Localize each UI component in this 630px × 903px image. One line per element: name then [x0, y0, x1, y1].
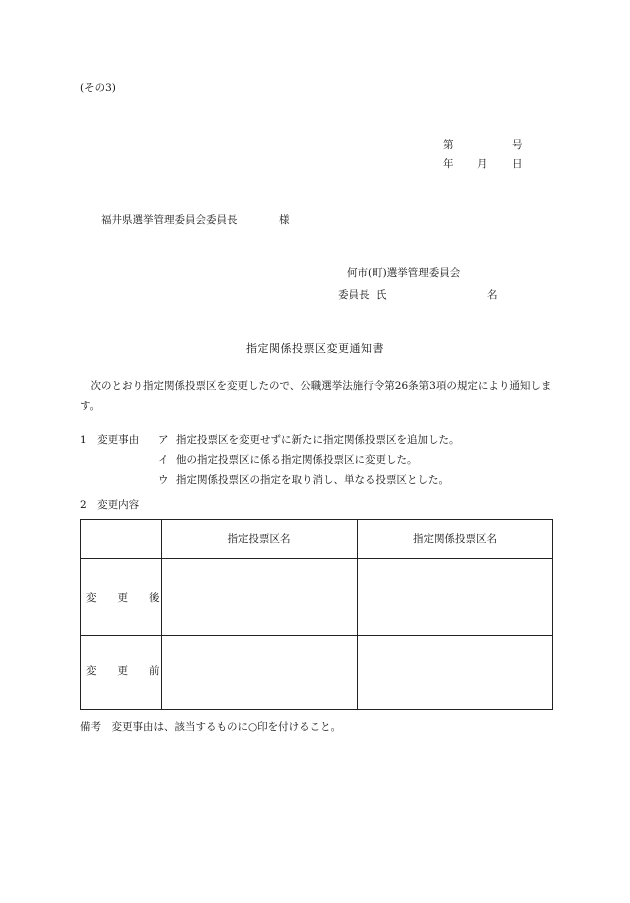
reason-option-u [158, 473, 449, 487]
sender-title: 委員長 [338, 289, 370, 301]
number-prefix: 第 [443, 139, 454, 151]
sender-organization: 何市(町)選挙管理委員会 [347, 267, 461, 279]
reason-option-mark: ア [158, 434, 169, 446]
addressee-name: 福井県選挙管理委員会委員長 [101, 214, 238, 226]
sender-given-label: 名 [487, 289, 498, 301]
reason-option-mark: ウ [158, 474, 169, 486]
table-divider [81, 558, 552, 559]
table-header-designated: 指定投票区名 [227, 533, 291, 545]
reason-option-text: 指定関係投票区の指定を取り消し、単なる投票区とした。 [176, 474, 449, 486]
section1-label: 1 変更事由 [80, 434, 140, 446]
date-month-label: 月 [477, 158, 488, 170]
form-number: (その3) [80, 82, 116, 94]
sender-family-label: 氏 [376, 289, 387, 301]
reason-option-a [158, 433, 460, 447]
date-year-label: 年 [443, 158, 454, 170]
remark-note: 備考 変更事由は、該当するものに○印を付けること。 [80, 721, 342, 733]
document-title: 指定関係投票区変更通知書 [246, 342, 384, 355]
table-row-label-before: 変 更 前 [86, 665, 160, 677]
table-divider [81, 635, 552, 636]
reason-option-i [158, 453, 418, 467]
table-header-related: 指定関係投票区名 [413, 533, 497, 545]
reason-option-text: 他の指定投票区に係る指定関係投票区に変更した。 [176, 454, 418, 466]
section2-label: 2 変更内容 [80, 499, 140, 511]
number-suffix: 号 [512, 139, 523, 151]
table-divider [161, 520, 162, 709]
addressee-honorific: 様 [279, 214, 290, 226]
date-day-label: 日 [512, 158, 523, 170]
body-paragraph: 次のとおり指定関係投票区を変更したので、公職選挙法施行令第26条第3項の規定により通知します。 [80, 380, 552, 412]
change-table [80, 519, 553, 710]
reason-option-text: 指定投票区を変更せずに新たに指定関係投票区を追加した。 [176, 434, 460, 446]
table-row-label-after: 変 更 後 [86, 592, 160, 604]
reason-option-mark: イ [158, 454, 169, 466]
table-divider [357, 520, 358, 709]
